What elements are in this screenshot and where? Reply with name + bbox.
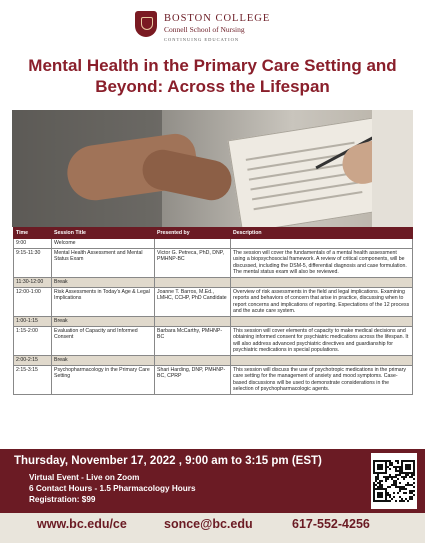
table-header-row: [14, 228, 413, 239]
registration-fee: Registration: $99: [29, 495, 96, 504]
description-cell: The session will cover the fundamentals of a mental health assessment using a biopsychosocial framework. A review of critical components, will be discussed, including the DSM-5, differential diagnosis and case formulation. The mental status exam will also be reviewed.: [231, 248, 413, 277]
school-name: Connell School of Nursing: [164, 25, 245, 34]
footer: [0, 513, 425, 543]
presenter-cell: Barbara McCarthy, PMHNP-BC: [155, 326, 231, 355]
header: [0, 0, 425, 50]
description-cell: This session will cover elements of capacity to make medical decisions and obtaining informed consent for psychiatric medications across the lifespan. It will also address advanced psychiatric directives and guardianship for psychiatric medications in special populations.: [231, 326, 413, 355]
page-title: [0, 55, 425, 97]
title-line-1: Mental Health in the Primary Care Setting and: [28, 56, 397, 75]
table-row: [14, 365, 413, 394]
time-cell: 2:00-2:15: [14, 355, 52, 365]
table-row: [14, 239, 413, 249]
description-cell: [231, 316, 413, 326]
description-cell: This session will discuss the use of psychotropic medications in the primary care setting for the management of anxiety and mood symptoms. Case-based discussions will be used to demonstrate considerations in the selection of psychopharmacologic agents.: [231, 365, 413, 394]
event-banner: [0, 449, 425, 513]
presenter-cell: [155, 239, 231, 249]
time-cell: 11:30-12:00: [14, 277, 52, 287]
table-row: [14, 326, 413, 355]
qr-code[interactable]: [371, 453, 417, 509]
boston-college-logo: [135, 11, 157, 37]
event-format: Virtual Event - Live on Zoom: [29, 473, 140, 482]
session-title-cell: Evaluation of Capacity and Informed Consent: [52, 326, 155, 355]
break-row: [14, 277, 413, 287]
table-row: [14, 287, 413, 316]
contact-hours: 6 Contact Hours - 1.5 Pharmacology Hours: [29, 484, 196, 493]
presenter-cell: [155, 355, 231, 365]
break-row: [14, 355, 413, 365]
description-cell: [231, 277, 413, 287]
time-cell: 2:15-3:15: [14, 365, 52, 394]
description-cell: Overview of risk assessments in the field and legal implications. Examining reports and behaviors of concern that arise in practice, discussing when to report concerns and implications of reporting. Expectations of the 12 process and the acute care system.: [231, 287, 413, 316]
header-session-title: Session Title: [52, 228, 155, 239]
session-title-cell: Mental Health Assessment and Mental Status Exam: [52, 248, 155, 277]
email-link[interactable]: sonce@bc.edu: [164, 517, 253, 531]
session-title-cell: Psychopharmacology in the Primary Care Setting: [52, 365, 155, 394]
session-title-cell: Risk Assessments in Today's Age & Legal Implications: [52, 287, 155, 316]
event-date: Thursday, November 17, 2022 , 9:00 am to 3:15 pm (EST): [14, 455, 322, 467]
table-row: [14, 248, 413, 277]
presenter-cell: [155, 316, 231, 326]
presenter-cell: Joanne T. Barros, M.Ed., LMHC, CCHP, PhD Candidate: [155, 287, 231, 316]
session-title-cell: Break: [52, 355, 155, 365]
header-time: Time: [14, 228, 52, 239]
presenter-cell: [155, 277, 231, 287]
session-title-cell: Break: [52, 277, 155, 287]
time-cell: 9:15-11:30: [14, 248, 52, 277]
time-cell: 1:15-2:00: [14, 326, 52, 355]
schedule-table: [13, 227, 413, 395]
consultation-photo: [12, 110, 413, 227]
description-cell: [231, 239, 413, 249]
org-name: BOSTON COLLEGE: [164, 13, 271, 24]
session-title-cell: Break: [52, 316, 155, 326]
website-link[interactable]: www.bc.edu/ce: [37, 517, 127, 531]
header-description: Description: [231, 228, 413, 239]
presenter-cell: Victor G. Petreca, PhD, DNP, PMHNP-BC: [155, 248, 231, 277]
unit-name: CONTINUING EDUCATION: [164, 37, 240, 42]
description-cell: [231, 355, 413, 365]
time-cell: 9:00: [14, 239, 52, 249]
time-cell: 12:00-1:00: [14, 287, 52, 316]
phone-number[interactable]: 617-552-4256: [292, 517, 370, 531]
time-cell: 1:00-1:15: [14, 316, 52, 326]
header-presented-by: Presented by: [155, 228, 231, 239]
break-row: [14, 316, 413, 326]
session-title-cell: Welcome: [52, 239, 155, 249]
presenter-cell: Shari Harding, DNP, PMHNP-BC, CPRP: [155, 365, 231, 394]
title-line-2: Beyond: Across the Lifespan: [95, 77, 330, 96]
